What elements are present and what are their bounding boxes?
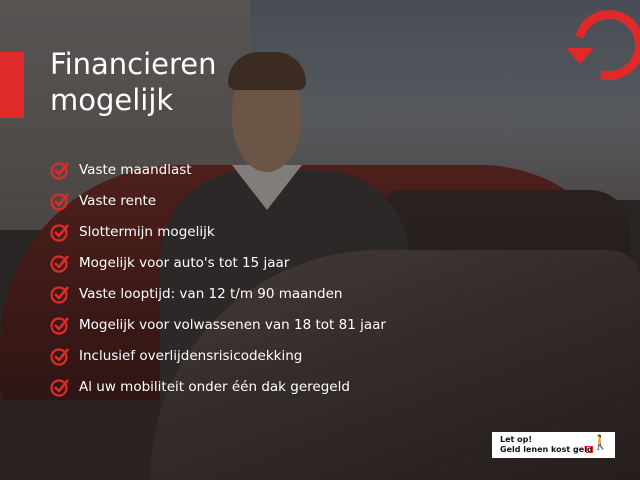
title-line: Financieren <box>50 47 217 81</box>
feature-text: Slottermijn mogelijk <box>79 223 215 240</box>
check-circle-icon <box>50 346 70 366</box>
page-title <box>50 46 217 118</box>
warning-badge <box>492 432 615 458</box>
check-circle-icon <box>50 222 70 242</box>
list-item <box>50 185 386 216</box>
feature-text: Vaste rente <box>79 192 157 209</box>
title-line: mogelijk <box>50 83 174 117</box>
feature-text: Mogelijk voor auto's tot 15 jaar <box>79 254 290 271</box>
feature-text: Vaste maandlast <box>79 161 192 178</box>
check-circle-icon <box>50 315 70 335</box>
badge-line-1: Let op! <box>500 435 533 444</box>
list-item <box>50 247 386 278</box>
check-circle-icon <box>50 191 70 211</box>
list-item <box>50 309 386 340</box>
feature-text: Al uw mobiliteit onder één dak geregeld <box>79 378 350 395</box>
feature-text: Inclusief overlijdensrisicodekking <box>79 347 303 364</box>
list-item <box>50 278 386 309</box>
list-item <box>50 154 386 185</box>
walking-person-icon: 🚶 <box>591 435 609 451</box>
accent-bar <box>0 52 24 118</box>
check-circle-icon <box>50 284 70 304</box>
feature-text: Mogelijk voor volwassenen van 18 tot 81 jaar <box>79 316 386 333</box>
check-circle-icon <box>50 377 70 397</box>
list-item <box>50 216 386 247</box>
feature-text: Vaste looptijd: van 12 t/m 90 maanden <box>79 285 343 302</box>
list-item <box>50 340 386 371</box>
check-circle-icon <box>50 160 70 180</box>
list-item <box>50 371 386 402</box>
check-circle-icon <box>50 253 70 273</box>
feature-list <box>50 154 386 402</box>
arrow-head-icon <box>566 48 594 64</box>
badge-line-2: Geld lenen kost geld <box>500 445 593 454</box>
